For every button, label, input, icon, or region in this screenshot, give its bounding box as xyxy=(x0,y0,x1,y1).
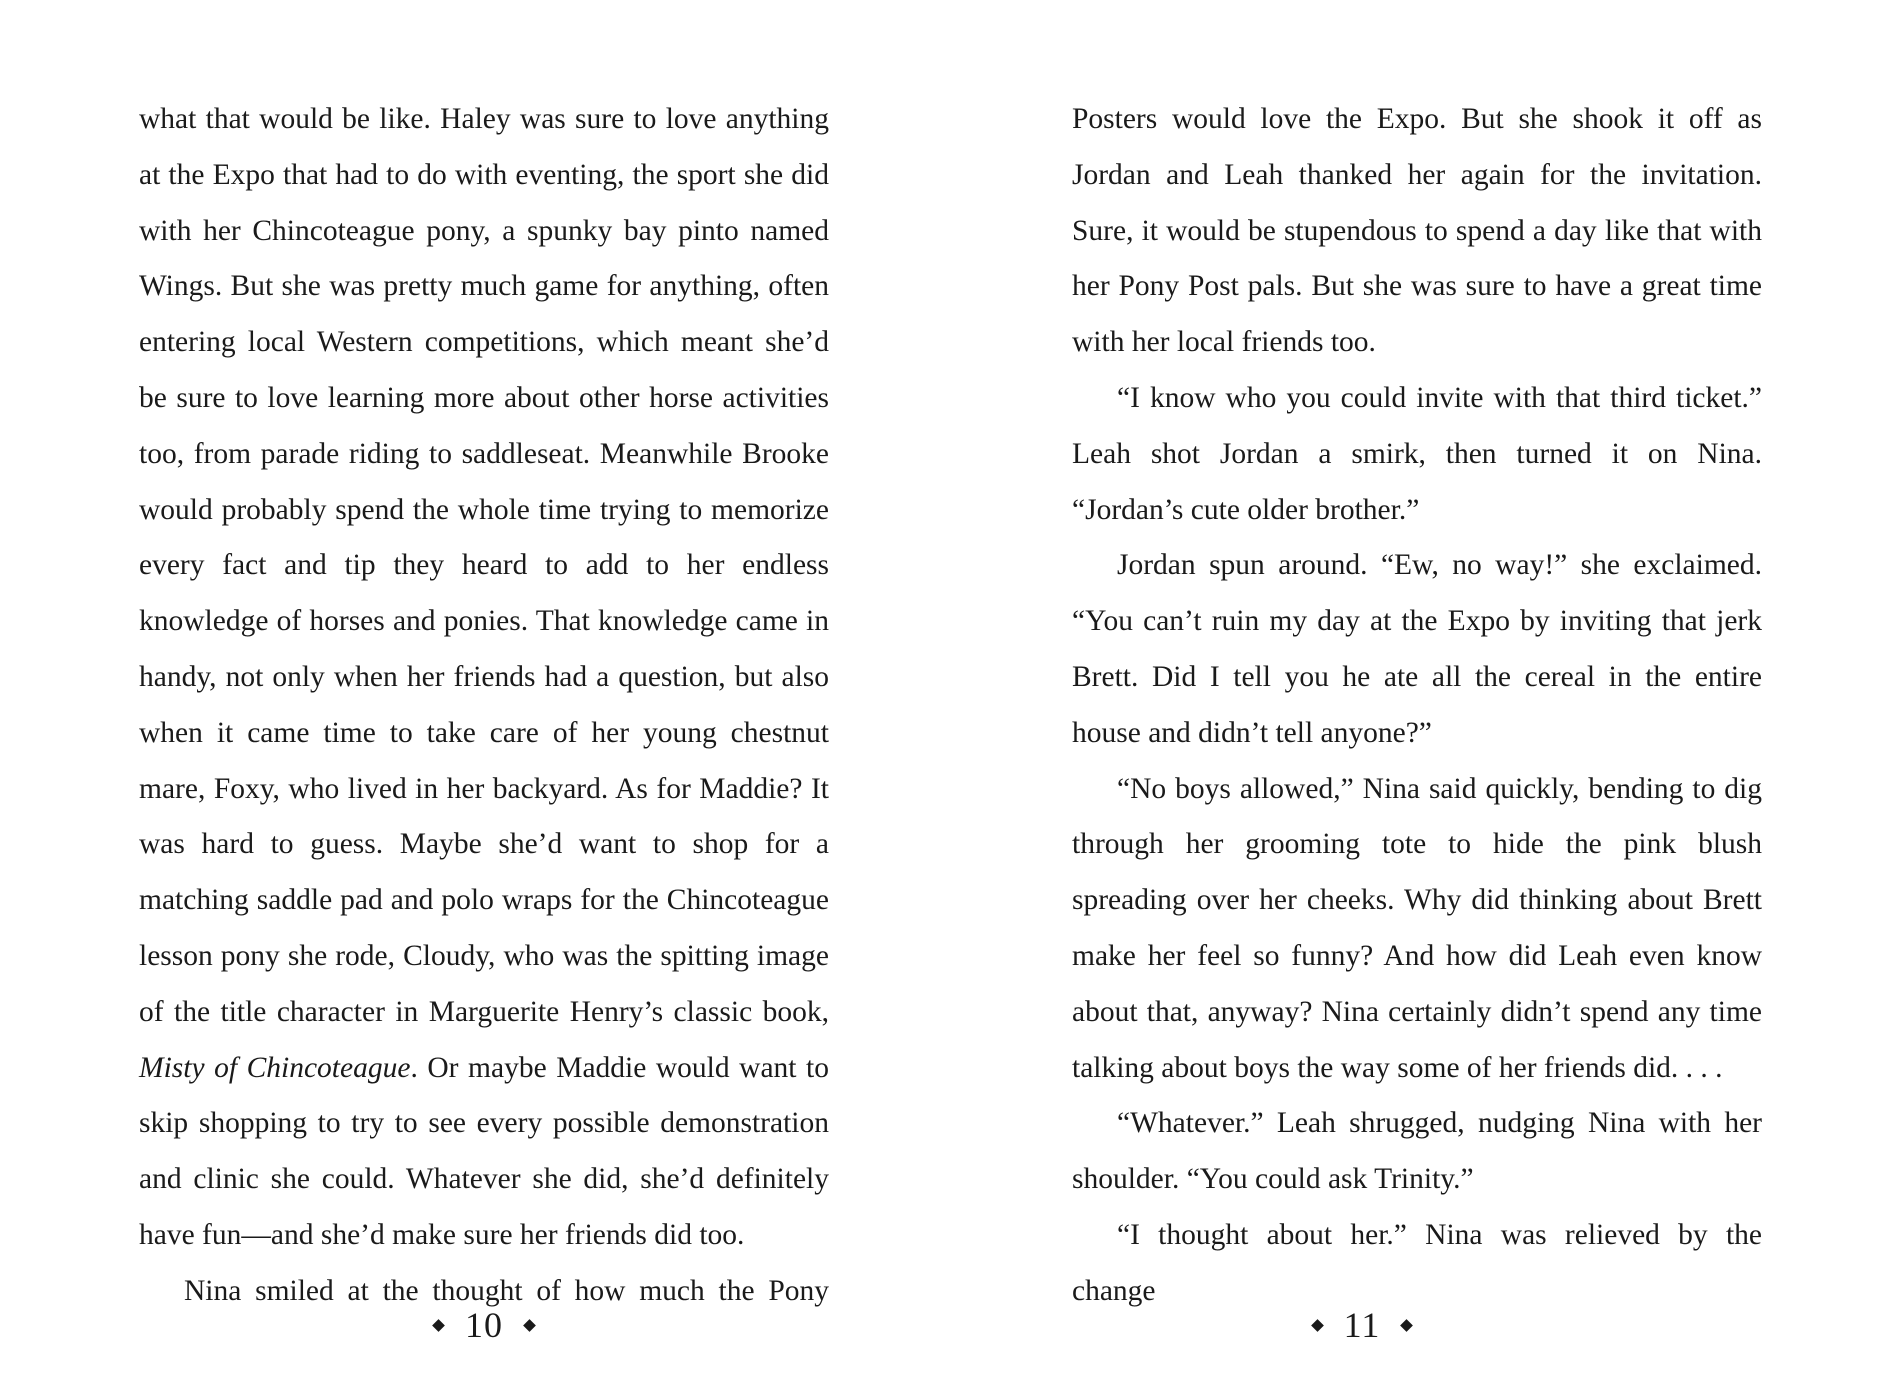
paragraph: “Whatever.” Leah shrugged, nudging Nina with her shoulder. “You could ask Trinity.” xyxy=(1072,1107,1762,1196)
paragraph: Posters would love the Expo. But she shook it off as Jordan and Leah thanked her again for the invitation. Sure, it would be stupendous to spend a day like that with her Pony Post pals. But she was sure to have a great time with her local friends too. xyxy=(1072,103,1762,359)
paragraph-text: . Or maybe Maddie would want to skip shopping to try to see every possible demonstration and clinic she could. Whatever she did, she’d definitely have fun—and she’d make sure her friends did too. xyxy=(139,1051,829,1251)
right-page xyxy=(940,0,1880,1400)
left-page xyxy=(0,0,940,1400)
diamond-icon xyxy=(523,1319,536,1332)
right-page-text xyxy=(1072,92,1762,1320)
page-number: 11 xyxy=(1343,1305,1381,1345)
paragraph: Nina smiled at the thought of how much the Pony xyxy=(184,1274,829,1307)
paragraph: Jordan spun around. “Ew, no way!” she exclaimed. “You can’t ruin my day at the Expo by inviting that jerk Brett. Did I tell you he ate all the cereal in the entire house and didn’t tell anyone?” xyxy=(1072,549,1762,749)
book-title: Misty of Chincoteague xyxy=(139,1051,411,1084)
diamond-icon xyxy=(1311,1319,1324,1332)
paragraph xyxy=(139,92,829,1264)
paragraph: “I know who you could invite with that third ticket.” Leah shot Jordan a smirk, then turned it on Nina. “Jordan’s cute older brother.” xyxy=(1072,381,1762,526)
paragraph-text: what that would be like. Haley was sure to love anything at the Expo that had to do with eventing, the sport she did with her Chincoteague pony, a spunky bay pinto named Wings. But she was pretty much game for anything, often entering local Western competitions, which meant she’d be sure to love learning more about other horse activities too, from parade riding to saddleseat. Meanwhile Brooke would probably spend the whole time trying to memorize every fact and tip they heard to add to her endless knowledge of horses and ponies. That knowledge came in handy, not only when her friends had a question, but also when it came time to take care of her young chestnut mare, Foxy, who lived in her backyard. As for Maddie? It was hard to guess. Maybe she’d want to shop for a matching saddle pad and polo wraps for the Chincoteague lesson pony she rode, Cloudy, who was the spitting image of the title character in Marguerite Henry’s classic book, xyxy=(139,103,829,1028)
paragraph: “No boys allowed,” Nina said quickly, bending to dig through her grooming tote to hide the pink blush spreading over her cheeks. Why did thinking about Brett make her feel so funny? And how did Leah even know about that, anyway? Nina certainly didn’t spend any time talking about boys the way some of her friends did. . . . xyxy=(1072,772,1762,1084)
page-number-footer xyxy=(334,1300,634,1350)
page-number: 10 xyxy=(465,1305,503,1345)
diamond-icon xyxy=(1400,1319,1413,1332)
left-page-text xyxy=(139,92,829,1320)
paragraph: “I thought about her.” Nina was relieved by the change xyxy=(1072,1218,1762,1307)
page-number-footer xyxy=(1212,1300,1512,1350)
diamond-icon xyxy=(432,1319,445,1332)
